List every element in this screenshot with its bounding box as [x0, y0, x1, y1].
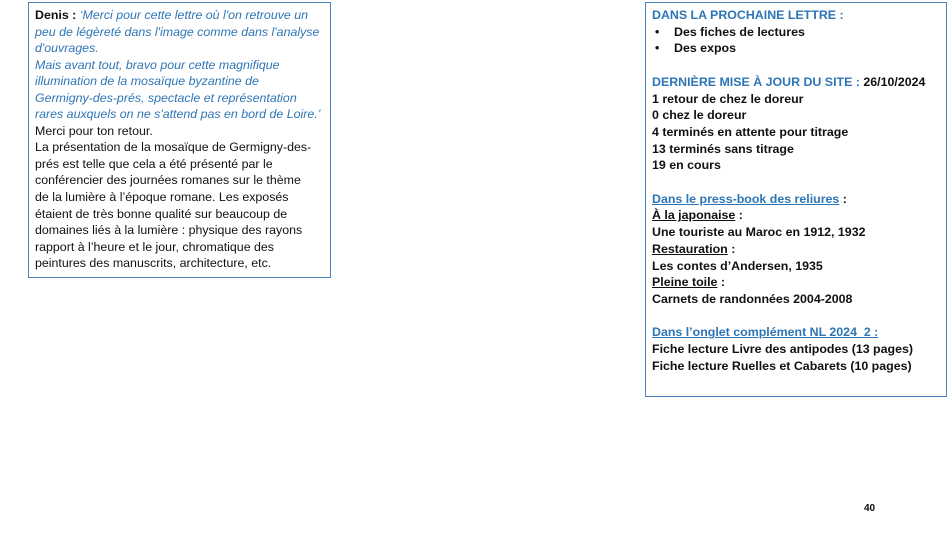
quote-line: d'ouvrages. — [35, 41, 99, 56]
pressbook-link[interactable]: Dans le press-book des reliures — [652, 191, 840, 206]
reply-line: de la lumière à l’époque romane. Les exposés — [35, 190, 289, 205]
reply-line: étaient de très bonne qualité sur beaucoup de — [35, 206, 288, 221]
complement-heading-link[interactable]: Dans l’onglet complément NL 2024_2 : — [652, 325, 879, 340]
pressbook-category: Pleine toile : — [652, 275, 725, 290]
update-item: 19 en cours — [652, 158, 721, 173]
quote-line: illumination de la mosaïque byzantine de — [35, 74, 259, 89]
quote-line: Mais avant tout, bravo pour cette magnifique — [35, 57, 280, 72]
page-number: 40 — [864, 503, 876, 514]
next-letter-item: • Des expos — [652, 40, 940, 57]
pressbook-heading[interactable]: Dans le press-book des reliures : — [652, 191, 847, 206]
quote-line: Germigny-des-prés, spectacle et représentation — [35, 90, 297, 105]
next-letter-item: • Des fiches de lectures — [652, 24, 940, 41]
reply-line: Merci pour ton retour. — [35, 123, 153, 138]
reply-line: conférencier des journées romanes sur le thème — [35, 173, 301, 188]
complement-item: Fiche lecture Livre des antipodes (13 pages) — [652, 342, 913, 357]
quote-line: peu de légèreté dans l'image comme dans l'analyse — [35, 24, 320, 39]
complement-item: Fiche lecture Ruelles et Cabarets (10 pages) — [652, 358, 912, 373]
update-item: 1 retour de chez le doreur — [652, 91, 804, 106]
update-date: 26/10/2024 — [859, 74, 926, 89]
pressbook-category: À la japonaise : — [652, 208, 743, 223]
pressbook-item: Carnets de randonnées 2004-2008 — [652, 291, 853, 306]
quote-line: Denis : ‘Merci pour cette lettre où l'on retrouve un — [35, 8, 309, 22]
pressbook-item: Une touriste au Maroc en 1912, 1932 — [652, 225, 866, 240]
update-item: 0 chez le doreur — [652, 108, 747, 123]
update-heading: DERNIÈRE MISE À JOUR DU SITE : 26/10/2024 — [652, 74, 926, 89]
next-letter-heading: DANS LA PROCHAINE LETTRE : — [652, 8, 844, 22]
newsletter-info-box — [645, 2, 947, 397]
bullet-icon: • — [655, 24, 660, 39]
reply-line: domaines liés à la lumière : physique des rayons — [35, 223, 303, 238]
pressbook-item: Les contes d’Andersen, 1935 — [652, 258, 823, 273]
quote-line: rares auxquels on ne s'attend pas en bord de Loire.’ — [35, 107, 321, 122]
reply-line: prés est telle que cela a été présenté par le — [35, 156, 273, 171]
speaker-name: Denis : — [35, 8, 77, 22]
update-item: 4 terminés en attente pour titrage — [652, 124, 849, 139]
pressbook-category: Restauration : — [652, 241, 736, 256]
reply-line: peintures des manuscrits, architecture, etc. — [35, 256, 272, 271]
reply-line: La présentation de la mosaïque de Germigny-des- — [35, 140, 312, 155]
update-item: 13 terminés sans titrage — [652, 141, 794, 156]
reply-line: rapport à l’heure et le jour, chromatique des — [35, 239, 275, 254]
bullet-icon: • — [655, 41, 660, 56]
comment-box — [28, 2, 331, 278]
